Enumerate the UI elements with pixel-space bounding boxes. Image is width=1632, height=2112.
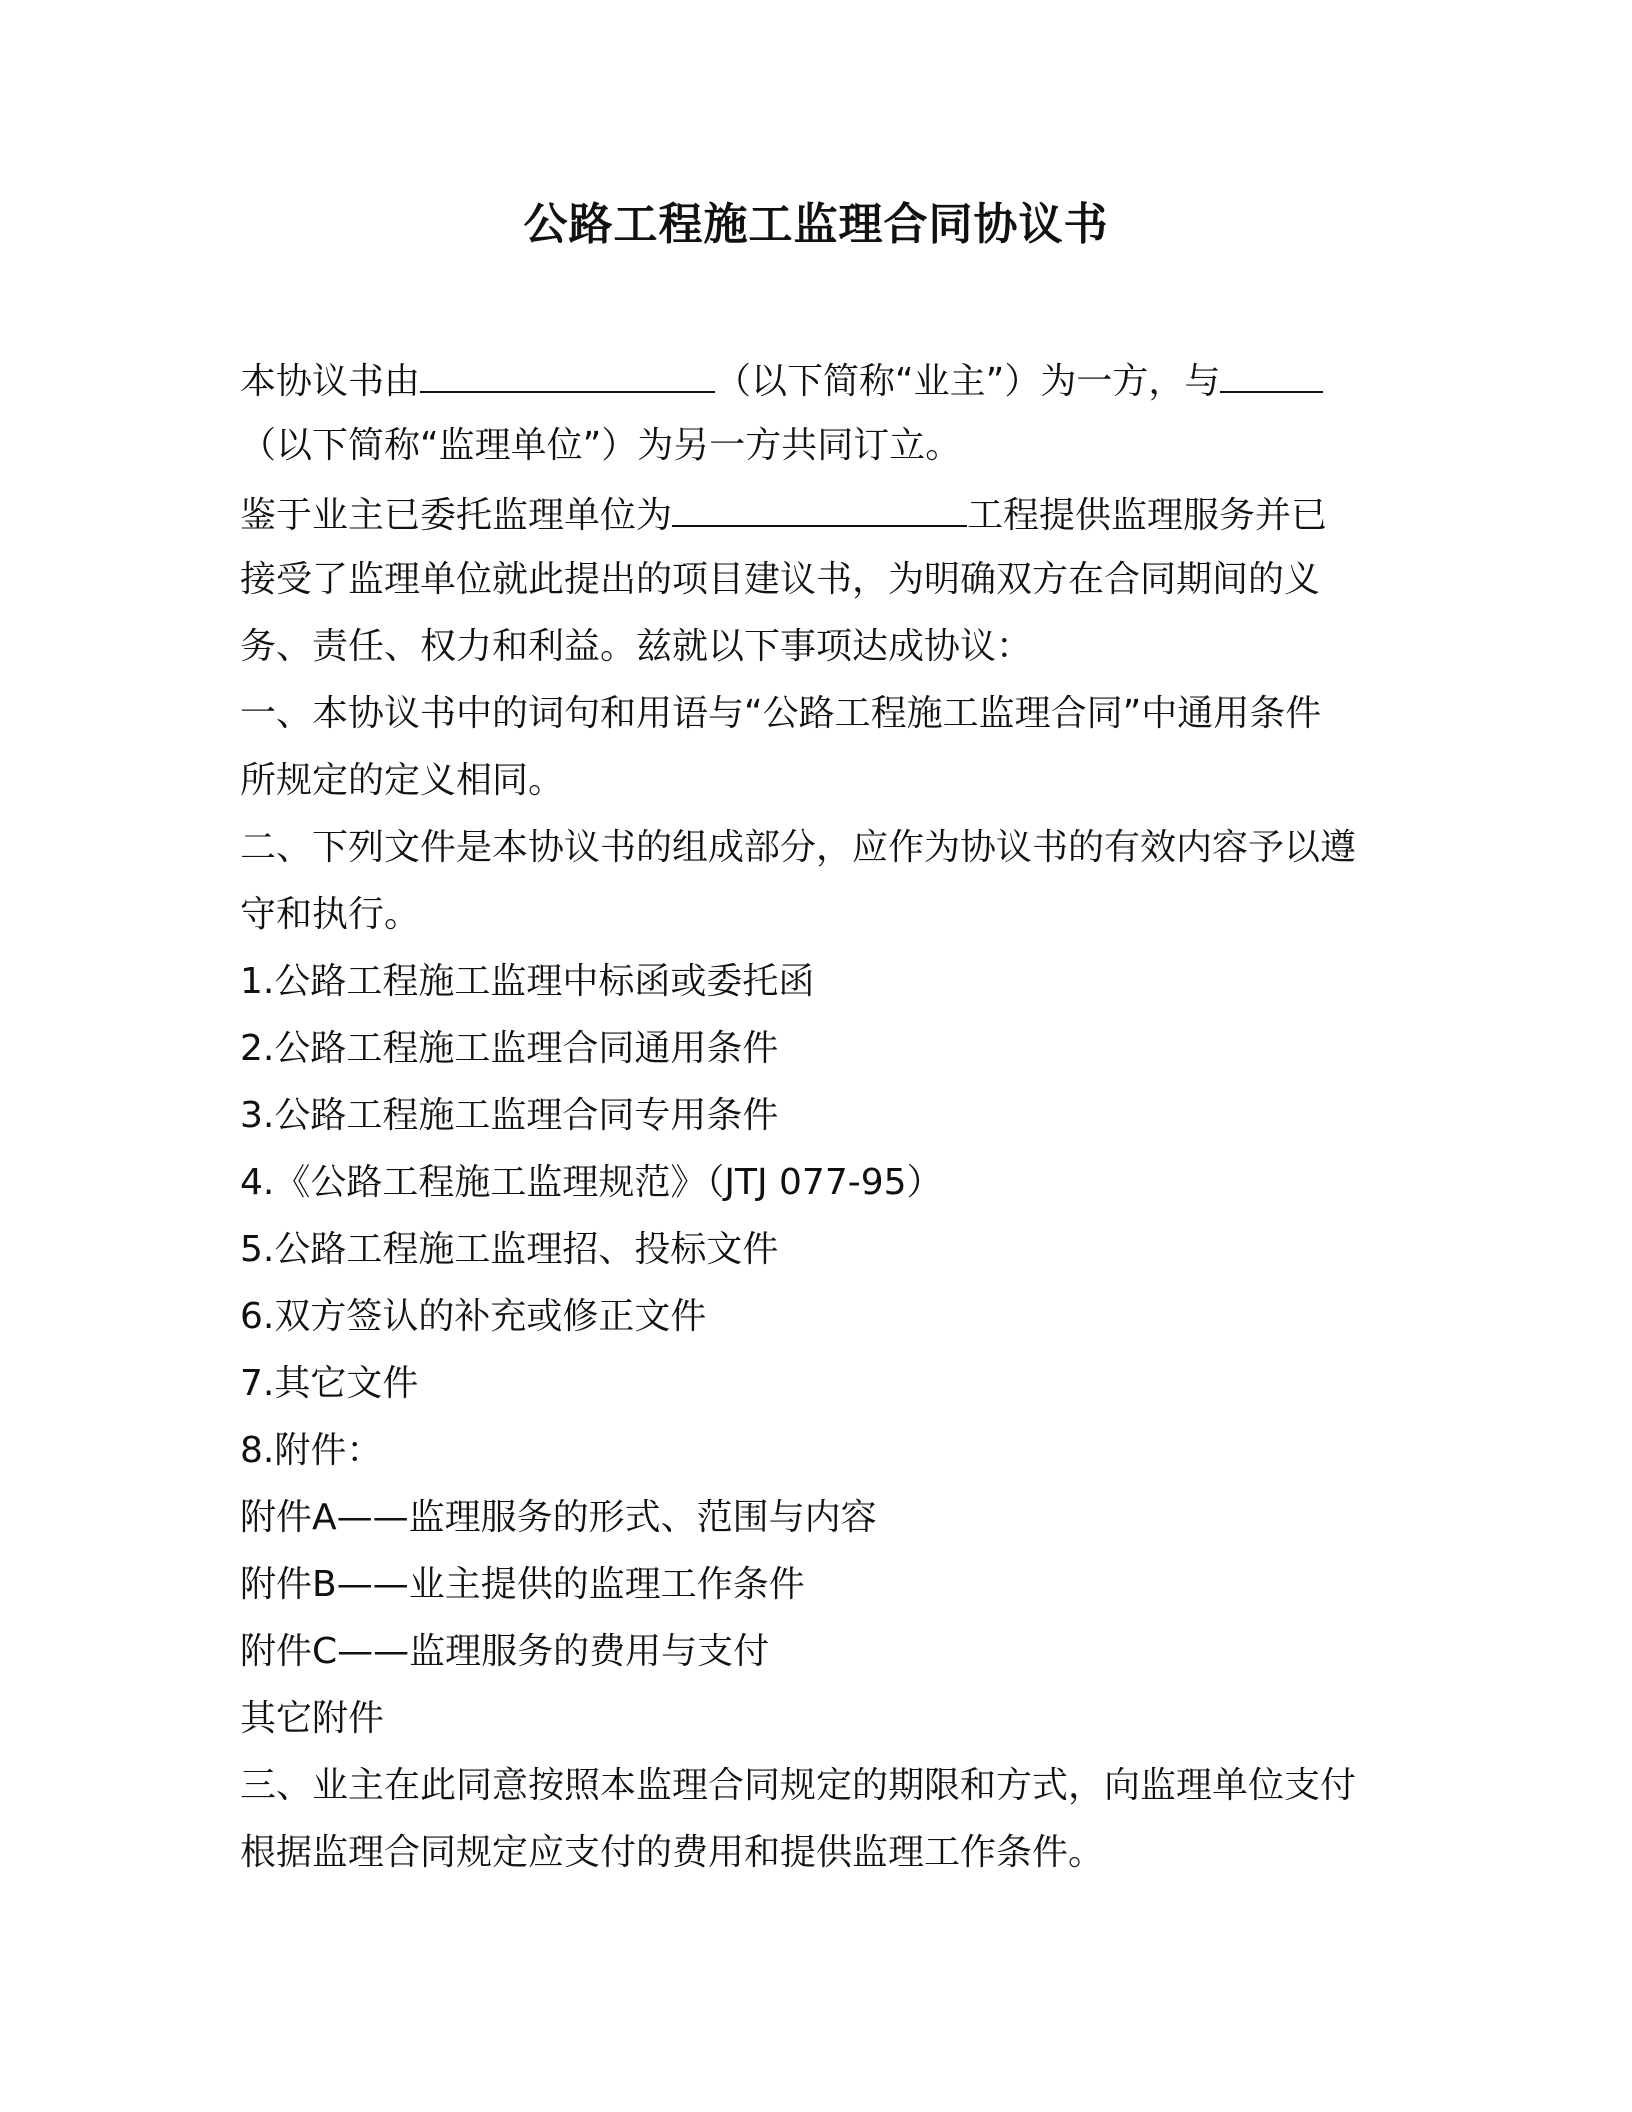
owner-name-blank [420, 345, 715, 393]
intro-text: （以下简称“业主”）为一方，与 [715, 361, 1221, 402]
intro-line-5: 务、责任、权力和利益。兹就以下事项达成协议： [240, 626, 1033, 667]
intro-line-1 [240, 345, 1390, 412]
list-item: 其它附件 [240, 1698, 385, 1739]
list-item: 1.公路工程施工监理中标函或委托函 [240, 961, 815, 1002]
clause-1-line-2: 所规定的定义相同。 [240, 760, 565, 801]
intro-text: 工程提供监理服务并已 [967, 495, 1328, 536]
supervisor-name-blank [1220, 345, 1323, 393]
list-item: 附件C——监理服务的费用与支付 [240, 1631, 770, 1672]
project-name-blank [672, 479, 967, 527]
intro-text: 鉴于业主已委托监理单位为 [240, 495, 673, 536]
clause-2-line-1: 二、下列文件是本协议书的组成部分，应作为协议书的有效内容予以遵 [240, 827, 1357, 868]
intro-line-3 [240, 479, 1390, 546]
clause-3-line-2: 根据监理合同规定应支付的费用和提供监理工作条件。 [240, 1832, 1105, 1873]
list-item: 附件B——业主提供的监理工作条件 [240, 1564, 805, 1605]
intro-text: 本协议书由 [240, 361, 421, 402]
document-body [240, 345, 1390, 1886]
intro-line-4: 接受了监理单位就此提出的项目建议书，为明确双方在合同期间的义 [240, 559, 1321, 600]
intro-line-2 [240, 412, 1390, 479]
list-item: 3.公路工程施工监理合同专用条件 [240, 1095, 779, 1136]
list-item: 4.《公路工程施工监理规范》（JTJ 077-95） [240, 1162, 943, 1203]
clause-3-line-1: 三、业主在此同意按照本监理合同规定的期限和方式，向监理单位支付 [240, 1765, 1357, 1806]
document-title: 公路工程施工监理合同协议书 [523, 199, 1109, 250]
list-item: 5.公路工程施工监理招、投标文件 [240, 1229, 779, 1270]
intro-text: （以下简称“监理单位”）为另一方共同订立。 [240, 425, 962, 466]
list-item: 8.附件： [240, 1430, 383, 1471]
clause-2-line-2: 守和执行。 [240, 894, 421, 935]
list-item: 7.其它文件 [240, 1363, 419, 1404]
list-item: 2.公路工程施工监理合同通用条件 [240, 1028, 779, 1069]
list-item: 6.双方签认的补充或修正文件 [240, 1296, 707, 1337]
list-item: 附件A——监理服务的形式、范围与内容 [240, 1497, 877, 1538]
clause-1-line-1: 一、本协议书中的词句和用语与“公路工程施工监理合同”中通用条件 [240, 693, 1322, 734]
